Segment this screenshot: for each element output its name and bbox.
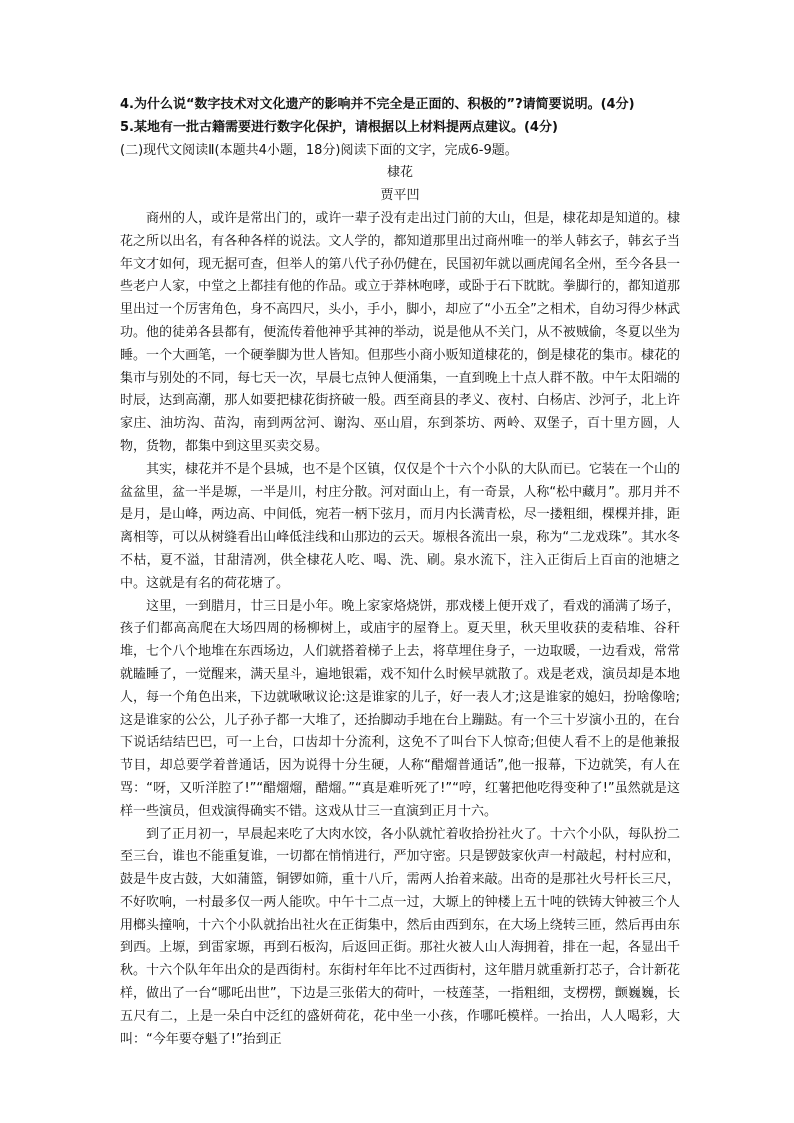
article-author: 贾平凹	[380, 188, 420, 204]
article-paragraph: 到了正月初一，早晨起来吃了大肉水饺，各小队就忙着收拾扮社火了。十六个小队，每队扮二至三台，谁也不能重复谁，一切都在悄悄进行，严加守密。只是锣鼓家伙声一村敲起，村村应和，鼓是牛皮古鼓，大如蒲篮，铜锣如筛，重十八斤，需两人抬着来敲。出奇的是那社火号杆长三尺，不好吹响，一村最多仅一两人能吹。中午十二点一过，大塬上的钟楼上五十吨的铁铸大钟被三个人用榔头撞响，十六个小队就抬出社火在正街集中，然后由西到东，在大场上绕转三匝，然后再由东到西。上塬，到雷家塬，再到石板沟，后返回正街。那社火被人山人海拥着，排在一起，各显出千秋。十六个队年年出众的是西街村。东街村年年比不过西街村，这年腊月就重新打芯子，合计新花样，做出了一台“哪吒出世”，下边是三张偌大的荷叶，一枝莲茎，一指粗细，支楞楞，颤巍巍，长五尺有二，上是一朵白中泛红的盛妍荷花，花中坐一小孩，作哪吒模样。一抬出，人人喝彩，大叫：“今年要夺魁了!”抬到正	[120, 826, 680, 1047]
article-paragraph: 其实，棣花并不是个县城，也不是个区镇，仅仅是个十六个小队的大队而已。它装在一个山的盆盆里，盆一半是塬，一半是川，村庄分散。河对面山上，有一奇景，人称“松中藏月”。那月并不是月，是山峰，两边高、中间低，宛若一柄下弦月，而月内长满青松，尽一搂粗细，棵棵并排，距离相等，可以从树缝看出山峰低洼线和山那边的云天。塬根各流出一泉，称为“二龙戏珠”。其水冬不枯，夏不溢，甘甜清冽，供全棣花人吃、喝、洗、刷。泉水流下，注入正街后上百亩的池塘之中。这就是有名的荷花塘了。	[120, 461, 680, 591]
question-4: 4.为什么说“数字技术对文化遗产的影响并不完全是正面的、积极的”?请简要说明。(4分)	[120, 97, 635, 112]
article-paragraph: 这里，一到腊月，廿三日是小年。晚上家家烙烧饼，那戏楼上便开戏了，看戏的涌满了场子，孩子们都高高爬在大场四周的杨柳树上，或庙宇的屋脊上。夏天里，秋天里收获的麦秸堆、谷秆堆，七个八个地堆在东西场边，人们就搭着梯子上去，将草埋住身子，一边取暖，一边看戏，常常就瞌睡了，一觉醒来，满天星斗，遍地银霜，戏不知什么时候早就散了。戏是老戏，演员却是本地人，每一个角色出来，下边就啾啾议论:这是谁家的儿子，好一表人才;这是谁家的媳妇，扮啥像啥;这是谁家的公公，儿子孙子都一大堆了，还抬脚动手地在台上蹦跶。有一个三十岁演小丑的，在台下说话结结巴巴，可一上台，口齿却十分流利，这免不了叫台下人惊奇;但使人看不上的是他兼报节目，却总要学着普通话，因为说得十分生硬，人称“醋熘普通话”,他一报幕，下边就笑，有人在骂：“呀，又听洋腔了!”“醋熘熘，醋熘。”“真是难听死了!”“哼，红薯把他吃得变种了!”虽然就是这样一些演员，但戏演得确实不错。这戏从廿三一直演到正月十六。	[120, 598, 680, 819]
document-page	[120, 94, 680, 1051]
question-5: 5.某地有一批古籍需要进行数字化保护，请根据以上材料提两点建议。(4分)	[120, 119, 558, 135]
article-title: 棣花	[386, 165, 413, 181]
article-paragraph: 商州的人，或许是常出门的，或许一辈子没有走出过门前的大山，但是，棣花却是知道的。棣花之所以出名，有各种各样的说法。文人学的，都知道那里出过商州唯一的举人韩玄子，韩玄子当年文才如何，现无据可查，但举人的第八代子孙仍健在，民国初年就以画虎闻名全州，至今各县一些老户人家，中堂之上都挂有他的作品。或立于莽林咆哮，或卧于石下眈眈。拳脚行的，都知道那里出过一个厉害角色，身不高四尺，头小，手小，脚小，却应了“小五全”之相术，自幼习得少林武功。他的徒弟各县都有，便流传着他神乎其神的举动，说是他从不关门，从不被贼偷，冬夏以坐为睡。一个大画笔，一个硬拳脚为世人皆知。但那些小商小贩知道棣花的，倒是棣花的集市。棣花的集市与别处的不同，每七天一次，早晨七点钟人便涌集，一直到晚上十点人群不散。中午太阳端的时辰，达到高潮，那人如要把棣花街挤破一般。西至商县的孝义、夜村、白杨店、沙河子，北上许家庄、油坊沟、苗沟，南到两岔河、谢沟、巫山眉，东到茶坊、两岭、双堡子，百十里方圆，人物，货物，都集中到这里买卖交易。	[120, 210, 680, 454]
section-heading: (二)现代文阅读Ⅱ(本题共4小题，18分)阅读下面的文字，完成6-9题。	[120, 142, 518, 158]
